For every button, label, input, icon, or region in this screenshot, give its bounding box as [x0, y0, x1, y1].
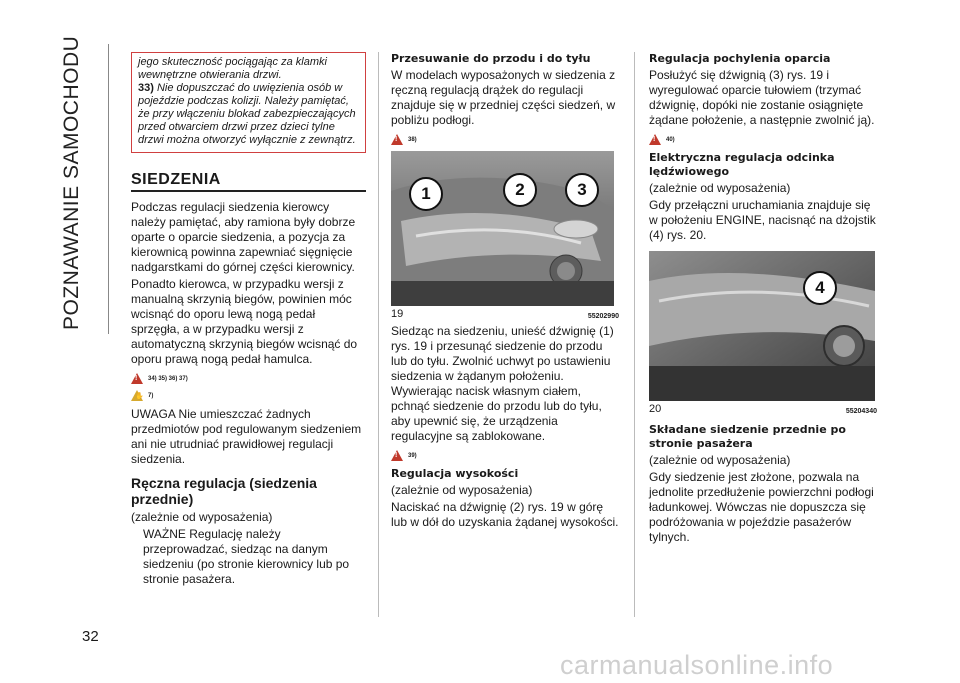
column-divider-2 [634, 52, 635, 617]
callout-2: 2 [503, 173, 537, 207]
callout-3: 3 [565, 173, 599, 207]
caution-refs [131, 390, 366, 401]
page-number: 32 [82, 628, 99, 645]
warning-icon: ! [391, 450, 403, 461]
figure-19-code: 55202990 [587, 313, 619, 320]
figure-20-code: 55204340 [845, 408, 877, 415]
callout-4: 4 [803, 271, 837, 305]
seat-pedal-paragraph: Ponadto kierowca, w przypadku wersji z manualną skrzynią biegów, powinien móc wcisnąć do oporu lewą nogą pedał sprzęgła, a w przypadku wersji z automatyczną skrzynią biegów wcisnąć do oporu prawą nogą pedał hamulca. [131, 277, 358, 366]
fore-aft-paragraph: W modelach wyposażonych w siedzenia z ręczną regulacją drążek do regulacji znajduje się w przedniej części siedzeń, w pobliżu podłogi. [391, 68, 616, 127]
heading-backrest: Regulacja pochylenia oparcia [649, 52, 831, 65]
column-2 [391, 52, 619, 532]
heading-fore-aft: Przesuwanie do przodu i do tyłu [391, 52, 591, 65]
warning-icon: ! [131, 373, 143, 384]
note-paragraph: UWAGA Nie umieszczać żadnych przedmiotów pod regulowanym siedzeniem ani nie utrudniać prawidłowej regulacji siedzenia. [131, 407, 362, 466]
warning-ref-38 [391, 134, 619, 145]
caution-refs-text: 7) [148, 392, 154, 399]
warning-ref-39-text: 39) [408, 452, 417, 459]
side-divider [108, 44, 109, 334]
caution-hand-icon: ✋ [131, 390, 143, 401]
warning-ref-40 [649, 134, 877, 145]
column-1 [131, 52, 366, 589]
warning-ref-39 [391, 450, 619, 461]
heading-height: Regulacja wysokości [391, 467, 519, 480]
heading-folding-seat: Składane siedzenie przednie po stronie pasażera [649, 423, 846, 450]
warning-33-number: 33) [138, 82, 154, 94]
figure-19-image [391, 151, 614, 306]
figure-20-caption [649, 403, 877, 415]
watermark: carmanualsonline.info [560, 650, 834, 680]
important-note: WAŻNE Regulację należy przeprowadzać, siedząc na danym siedzeniu (po stronie kierownicy lub po stronie pasażera. [143, 527, 350, 586]
warning-refs [131, 373, 366, 384]
figure-19-caption [391, 308, 619, 320]
backrest-paragraph: Posłużyć się dźwignią (3) rys. 19 i wyregulować oparcie tułowiem (trzymać dźwignię, dopóki nie zostanie osiągnięte żądane położenie, a następnie zwolnić ją). [649, 68, 875, 127]
warning-box [131, 52, 366, 153]
warning-33-text: Nie dopuszczać do uwięzienia osób w pojeździe podczas kolizji. Należy pamiętać, że przy włączeniu blokad zabezpieczających przed otwarciem drzwi przez dzieci tylne drzwi można otworzyć wyłącznie z zewnątrz. [138, 82, 356, 146]
folding-paragraph: Gdy siedzenie jest złożone, pozwala na jednolite przedłużenie powierzchni podłogi ładunkowej. Wówczas nie dopuszcza się podróżowania w pojeździe pasażerów tylnych. [649, 470, 874, 544]
warning-icon: ! [649, 134, 661, 145]
seat-intro-paragraph: Podczas regulacji siedzenia kierowcy należy pamiętać, aby ramiona były dobrze oparte o oparcie siedzenia, a pozycja za kierownicą powinna zapewniać sięgnięcie nadgarstkami do górnej części kierownicy. [131, 200, 356, 274]
warning-ref-38-text: 38) [408, 136, 417, 143]
availability-note: (zależnie od wyposażenia) [131, 510, 273, 524]
subsection-title: Ręczna regulacja (siedzenia przednie) [131, 475, 317, 507]
folding-availability: (zależnie od wyposażenia) [649, 453, 791, 467]
height-availability: (zależnie od wyposażenia) [391, 483, 533, 497]
warning-icon: ! [391, 134, 403, 145]
heading-lumbar: Elektryczna regulacja odcinka lędźwiowego [649, 151, 835, 178]
side-section-title: POZNAWANIE SAMOCHODU [60, 35, 83, 330]
column-3 [649, 52, 877, 547]
lumbar-availability: (zależnie od wyposażenia) [649, 181, 791, 195]
lever-usage-paragraph: Siedząc na siedzeniu, unieść dźwignię (1) rys. 19 i przesunąć siedzenie do przodu lub do tyłu. Zwolnić uchwyt po ustawieniu siedzenia w żądanym położeniu. Wywierając nacisk własnym ciałem, pchnąć siedzenie do przodu lub do tyłu, aby upewnić się, że urządzenia regulacyjne są zablokowane. [391, 324, 614, 443]
figure-20-number: 20 [649, 403, 662, 415]
lumbar-paragraph: Gdy przełączni uruchamiania znajduje się w położeniu ENGINE, nacisnąć na dżojstik (4) rys. 20. [649, 198, 876, 242]
lumbar-joystick-illustration [649, 251, 875, 401]
column-divider-1 [378, 52, 379, 617]
callout-1: 1 [409, 177, 443, 211]
warning-continuation: jego skuteczność pociągając za klamki wewnętrzne otwierania drzwi. [138, 56, 327, 81]
warning-ref-40-text: 40) [666, 136, 675, 143]
warning-33 [138, 82, 359, 147]
figure-20-image [649, 251, 875, 401]
height-paragraph: Naciskać na dźwignię (2) rys. 19 w górę lub w dół do uzyskania żądanej wysokości. [391, 500, 619, 529]
section-title: SIEDZENIA [131, 171, 366, 192]
figure-19-number: 19 [391, 308, 404, 320]
warning-refs-text: 34) 35) 36) 37) [148, 375, 188, 382]
